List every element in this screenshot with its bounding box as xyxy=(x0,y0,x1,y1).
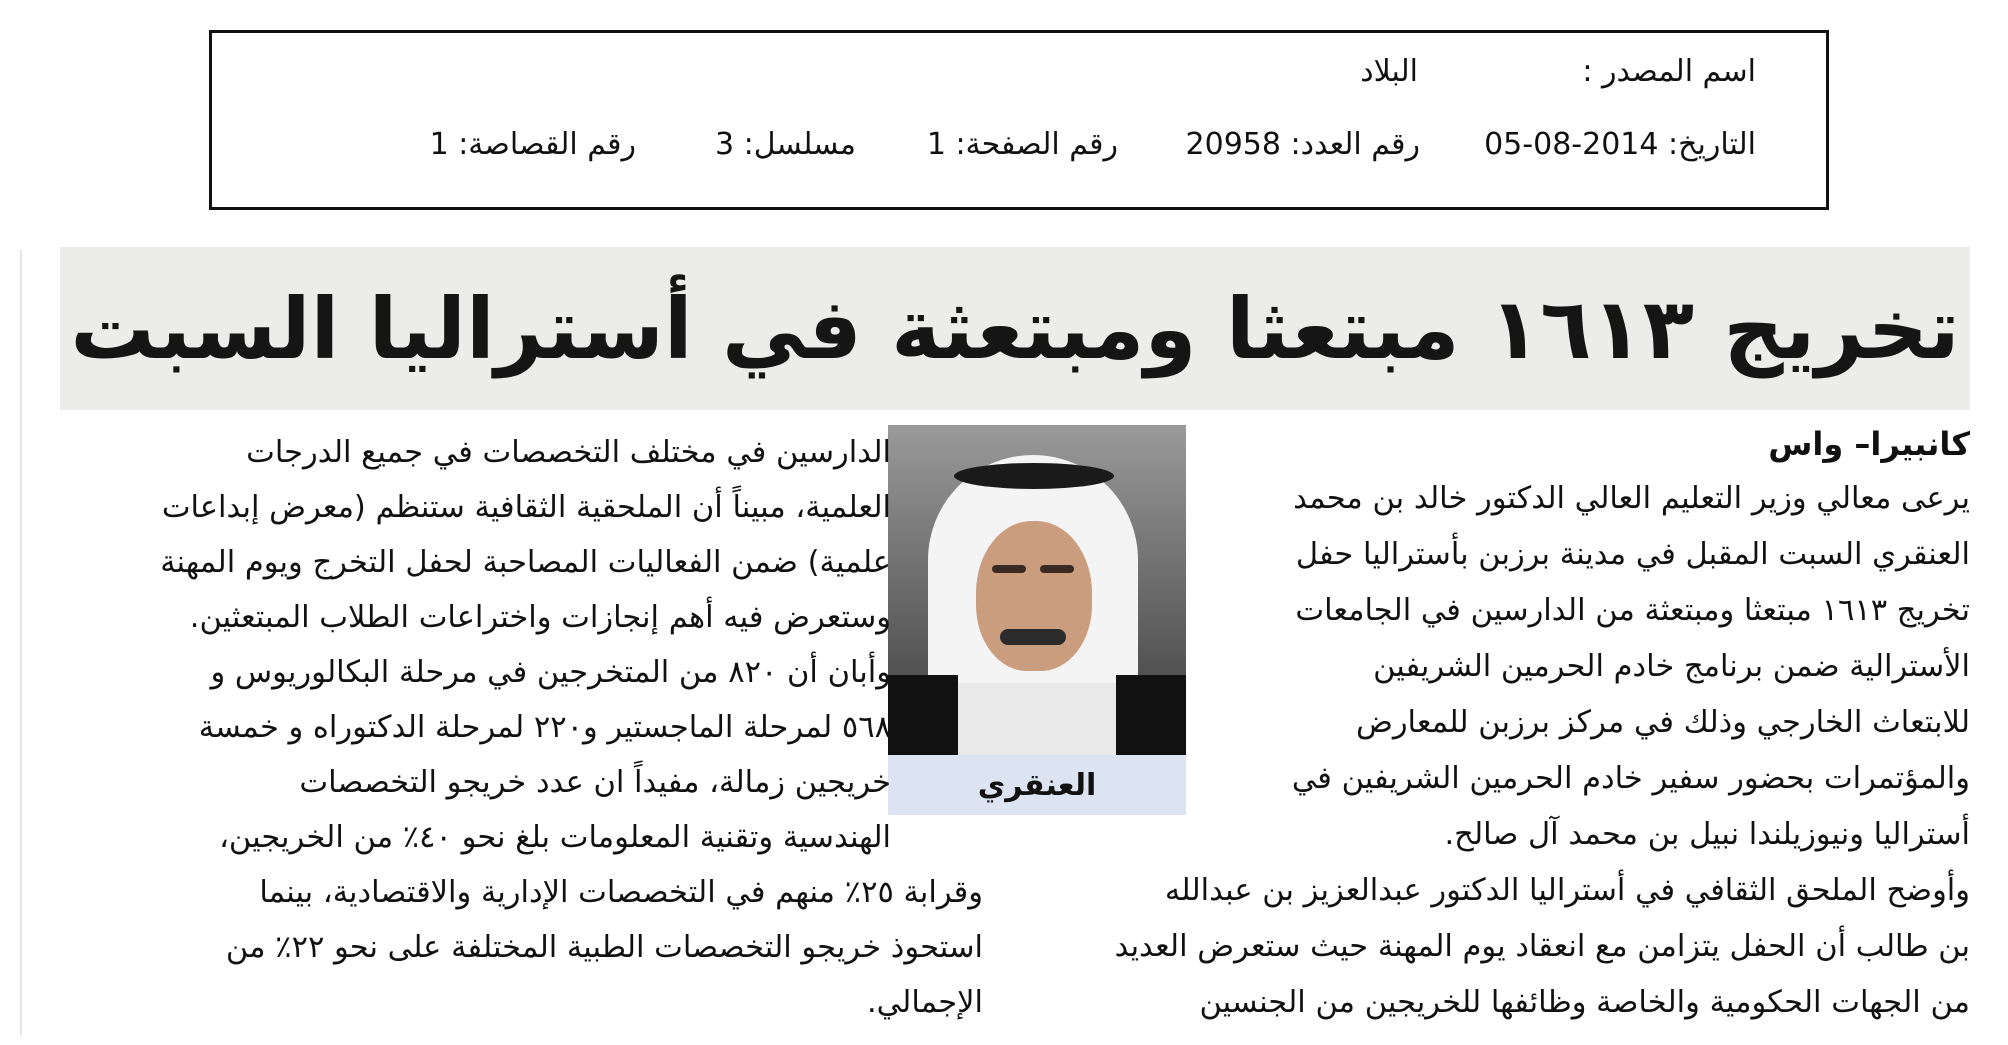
right-column-line: الأسترالية ضمن برنامج خادم الحرمين الشريفين xyxy=(1373,649,1970,684)
clip-number-field: رقم القصاصة: 1 xyxy=(429,127,636,162)
left-column-line: وستعرض فيه أهم إنجازات واختراعات الطلاب المبتعثين. xyxy=(189,600,891,635)
right-column-line: يرعى معالي وزير التعليم العالي الدكتور خالد بن محمد xyxy=(1293,481,1970,516)
page-left-rule xyxy=(20,250,22,1035)
left-column-line: الدارسين في مختلف التخصصات في جميع الدرجات xyxy=(246,435,891,470)
serial-field: مسلسل: 3 xyxy=(715,127,856,162)
source-label: اسم المصدر : xyxy=(1582,54,1756,89)
photo-face xyxy=(976,521,1092,671)
photo-igal xyxy=(954,463,1114,489)
right-column-line: وأوضح الملحق الثقافي في أستراليا الدكتور عبدالعزيز بن عبدالله xyxy=(1164,873,1970,908)
source-value: البلاد xyxy=(1360,54,1418,89)
right-column-line: تخريج ١٦١٣ مبتعثا ومبتعثة من الدارسين في الجامعات xyxy=(1295,593,1970,628)
date-field: التاريخ: 2014-08-05 xyxy=(1484,127,1756,162)
issue-number-field: رقم العدد: 20958 xyxy=(1185,127,1420,162)
portrait-photo xyxy=(888,425,1186,755)
left-column-line: الهندسية وتقنية المعلومات بلغ نحو ٤٠٪ من الخريجين، xyxy=(219,820,891,855)
right-column-line: أستراليا ونيوزيلندا نبيل بن محمد آل صالح. xyxy=(1444,817,1970,852)
left-column-line: علمية) ضمن الفعاليات المصاحبة لحفل التخرج ويوم المهنة xyxy=(160,545,891,580)
photo-caption: العنقري xyxy=(888,755,1186,815)
article-headline: تخريج ١٦١٣ مبتعثا ومبتعثة في أستراليا السبت xyxy=(70,279,1960,378)
right-column-line: بن طالب أن الحفل يتزامن مع انعقاد يوم المهنة حيث ستعرض العديد xyxy=(1114,929,1970,964)
photo-cloak xyxy=(888,675,958,755)
right-column-line: العنقري السبت المقبل في مدينة برزبن بأستراليا حفل xyxy=(1295,537,1970,572)
left-column-line: الإجمالي. xyxy=(866,985,983,1020)
left-column-line: وأبان أن ٨٢٠ من المتخرجين في مرحلة البكالوريوس و xyxy=(210,655,891,690)
photo-brow xyxy=(1040,565,1074,573)
article-byline: كانبيرا– واس xyxy=(1768,425,1970,463)
photo-mustache xyxy=(1000,629,1066,645)
left-column-line: ٥٦٨ لمرحلة الماجستير و٢٢٠ لمرحلة الدكتوراه و خمسة xyxy=(198,710,891,745)
left-column-line: وقرابة ٢٥٪ منهم في التخصصات الإدارية والاقتصادية، بينما xyxy=(259,875,983,910)
photo-brow xyxy=(992,565,1026,573)
right-column-line: والمؤتمرات بحضور سفير خادم الحرمين الشريفين في xyxy=(1291,761,1970,796)
right-column-line: للابتعاث الخارجي وذلك في مركز برزبن للمعارض xyxy=(1355,705,1970,740)
right-column-line: من الجهات الحكومية والخاصة وظائفها للخريجين من الجنسين xyxy=(1199,985,1970,1020)
left-column-line: خريجين زمالة، مفيداً ان عدد خريجو التخصصات xyxy=(299,765,891,800)
photo-cloak xyxy=(1116,675,1186,755)
left-column-line: استحوذ خريجو التخصصات الطبية المختلفة على نحو ٢٢٪ من xyxy=(225,930,983,965)
left-column-line: العلمية، مبيناً أن الملحقية الثقافية ستنظم (معرض إبداعات xyxy=(161,490,891,525)
page-number-field: رقم الصفحة: 1 xyxy=(926,127,1118,162)
